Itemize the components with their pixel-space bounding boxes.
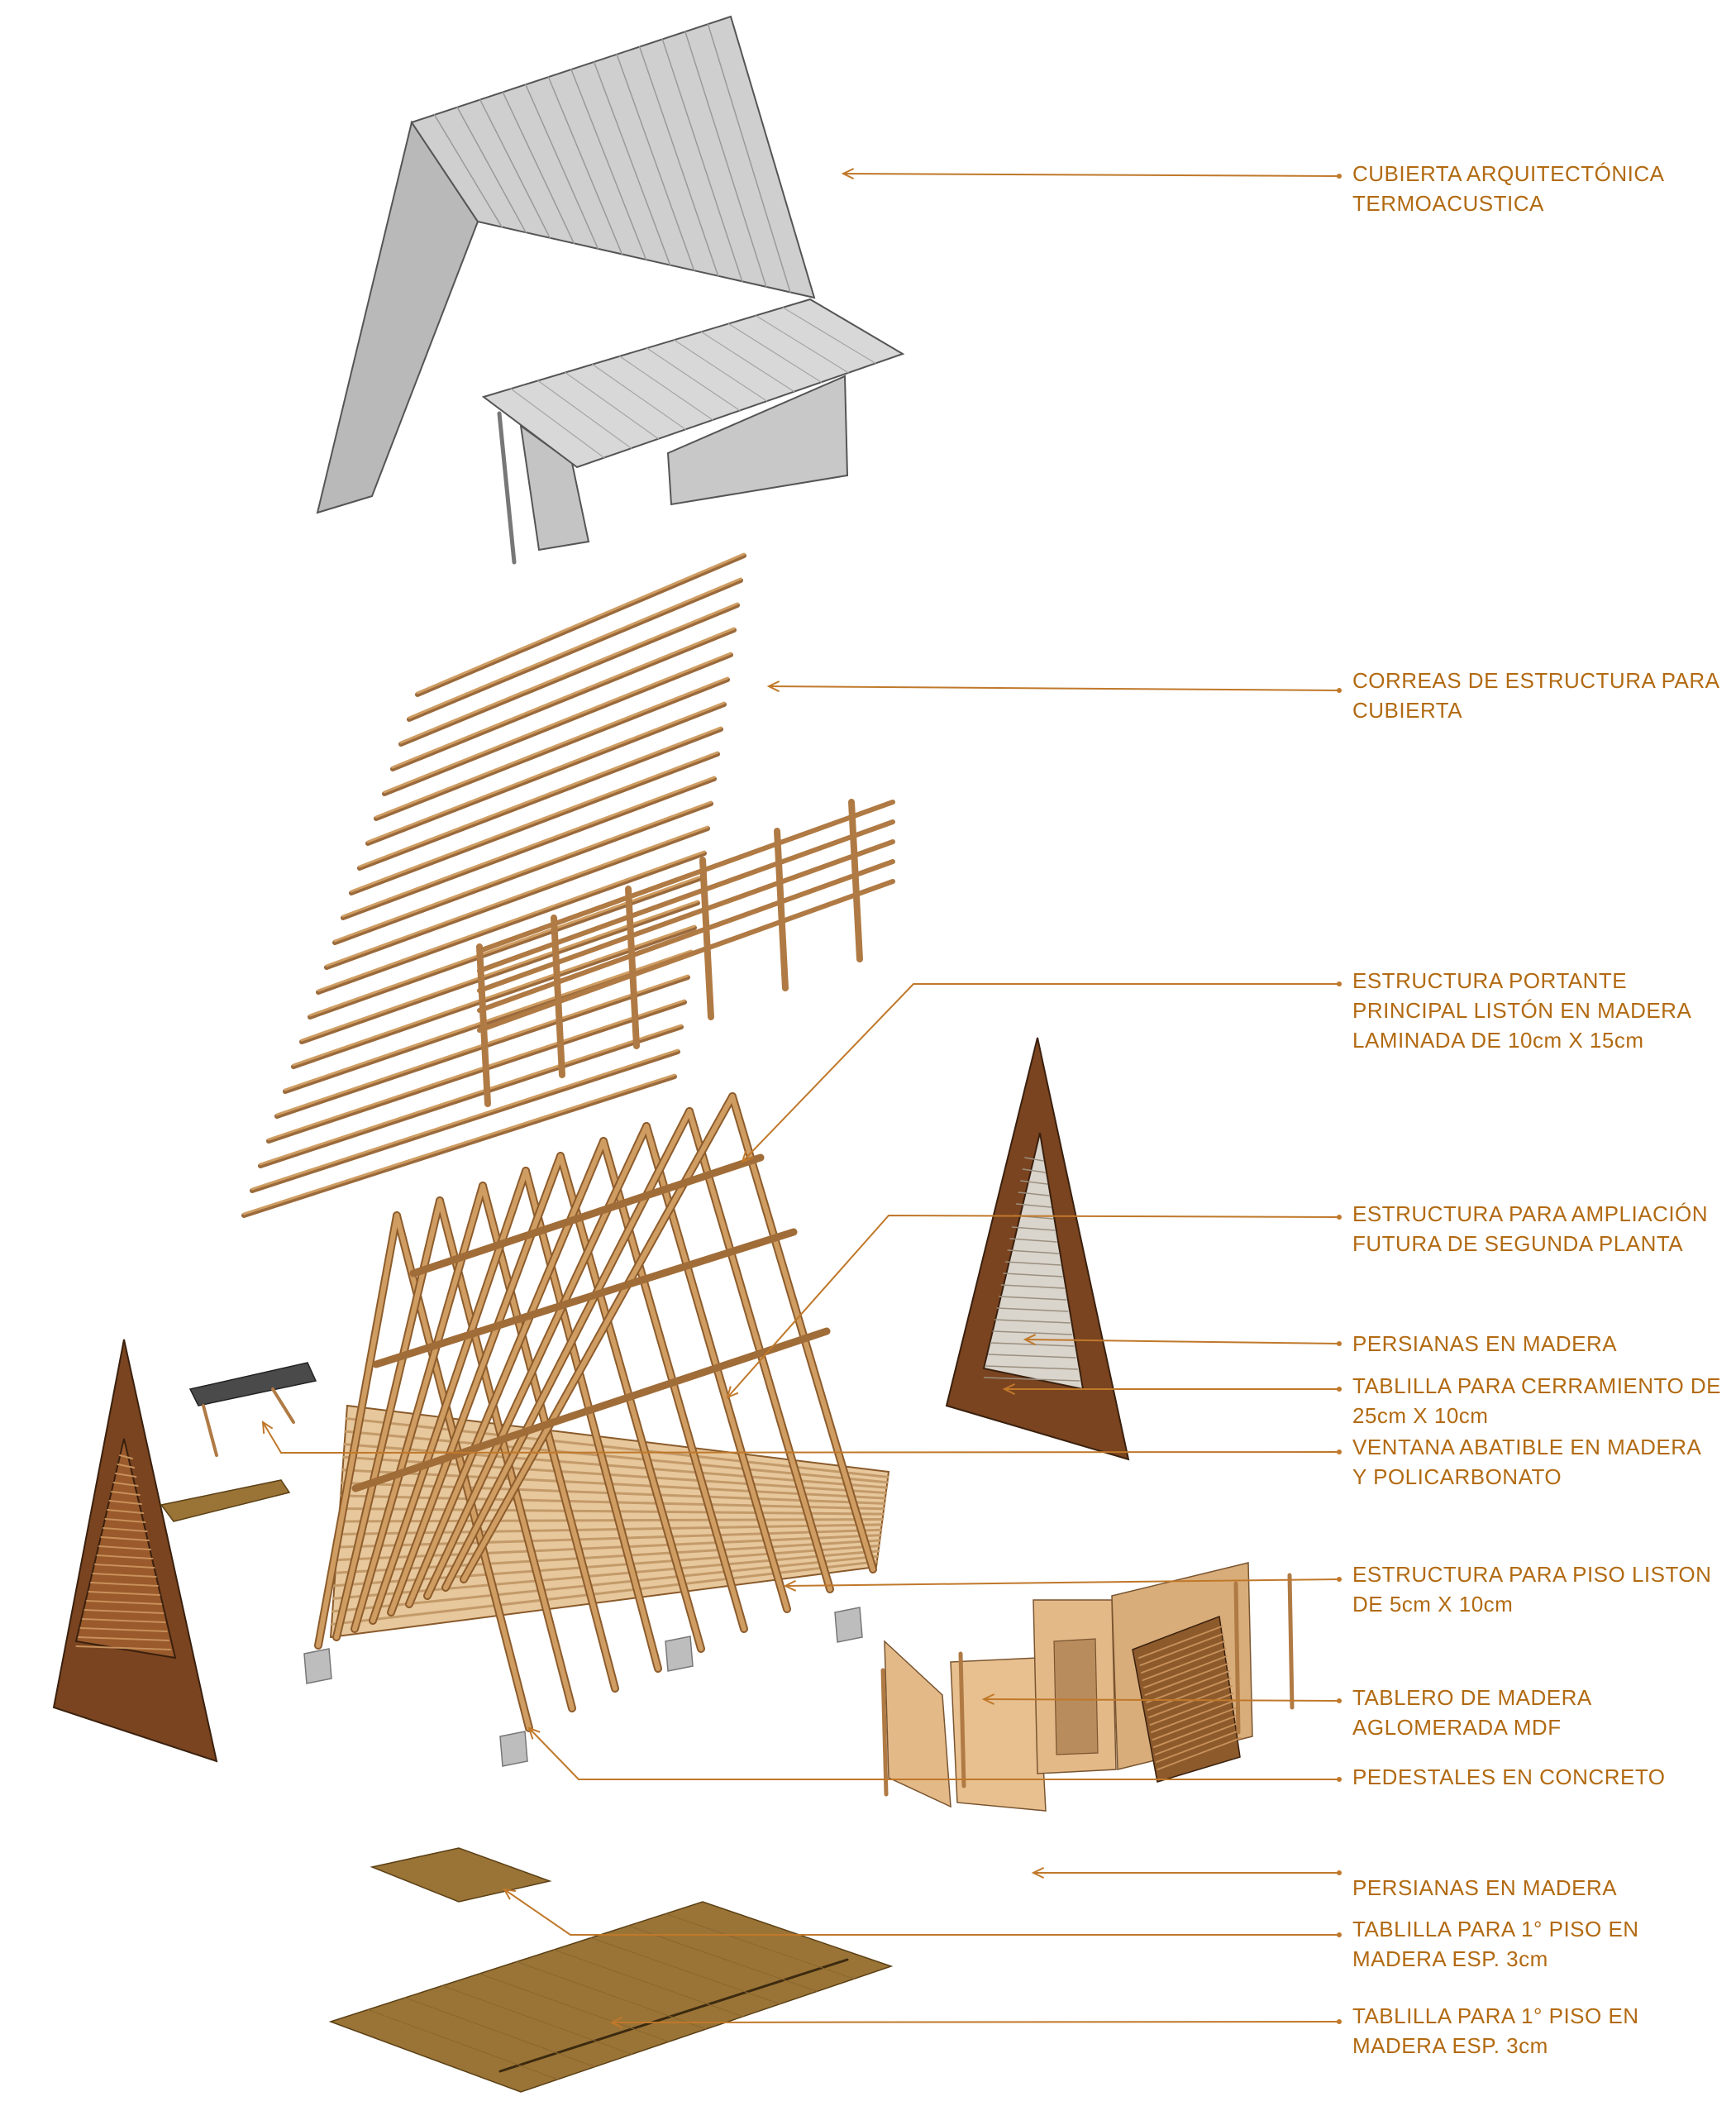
window-strut [273,1389,293,1422]
roof-purlin-highlight [244,1075,675,1214]
window-top [190,1363,316,1406]
window-bottom [161,1480,289,1521]
porch-post [851,802,860,959]
annotation-line: PEDESTALES EN CONCRETO [1352,1765,1666,1789]
annotation-line: PERSIANAS EN MADERA [1352,1875,1618,1900]
annotation-correas [1352,666,1733,725]
leader-arrowhead [504,1889,516,1899]
annotation-line: CUBIERTA ARQUITECTÓNICA [1352,161,1665,186]
annotation-line: TABLILLA PARA CERRAMIENTO DE [1352,1373,1722,1398]
annotation-line: TERMOACUSTICA [1352,191,1544,216]
roof-support-post [499,413,514,562]
mdf-interior-walls-component [883,1563,1292,1811]
floor-board-large [331,1902,891,2092]
annotation-ampliacion [1352,1199,1733,1258]
roof-right-slope [412,17,814,298]
annotation-line: PRINCIPAL LISTÓN EN MADERA [1352,998,1692,1023]
annotation-line: CUBIERTA [1352,698,1463,723]
concrete-pedestal [665,1636,693,1671]
leader-anchor-dot [1337,1341,1342,1346]
leader-anchor-dot [1337,1387,1342,1392]
hinged-window-component [161,1363,316,1521]
leader-anchor-dot [1337,688,1342,693]
window-strut [203,1406,217,1455]
floor-boards-component [331,1848,891,2092]
leader-line [769,686,1339,690]
mdf-panel [885,1641,951,1807]
gable-panel-right [947,1038,1128,1459]
annotation-ventana [1352,1432,1733,1492]
annotation-line: VENTANA ABATIBLE EN MADERA [1352,1435,1702,1459]
annotation-tablilla-piso-1 [1352,1914,1733,1974]
annotation-line: ESTRUCTURA PARA AMPLIACIÓN [1352,1201,1709,1226]
annotation-line: DE 5cm X 10cm [1352,1592,1514,1617]
annotation-persianas-2 [1352,1873,1733,1903]
annotation-line: MADERA ESP. 3cm [1352,1946,1548,1971]
leader-anchor-dot [1337,1870,1342,1875]
leader-anchor-dot [1337,174,1342,179]
annotation-tablilla-cerramiento [1352,1371,1733,1430]
mdf-panel [951,1658,1046,1811]
leader-anchor-dot [1337,981,1342,986]
leader-arrowhead [263,1422,273,1434]
leader-line [785,1579,1339,1586]
annotation-mdf [1352,1683,1733,1742]
porch-post [777,831,785,988]
a-frame-structure-component [304,1096,889,1766]
annotation-cubierta [1352,159,1733,218]
leader-anchor-dot [1337,1577,1342,1582]
leader-anchor-dot [1337,1215,1342,1220]
annotation-line: ESTRUCTURA PARA PISO LISTON [1352,1562,1712,1587]
annotation-line: TABLILLA PARA 1° PISO EN [1352,1917,1639,1941]
leader-anchor-dot [1337,2019,1342,2024]
annotation-pedestales [1352,1762,1733,1792]
concrete-pedestal [304,1649,331,1683]
annotation-line: PERSIANAS EN MADERA [1352,1331,1618,1356]
annotation-line: TABLILLA PARA 1° PISO EN [1352,2003,1639,2028]
annotation-line: TABLERO DE MADERA [1352,1685,1592,1710]
annotation-line: 25cm X 10cm [1352,1403,1489,1428]
roof-cover-component [317,17,903,562]
concrete-pedestal [500,1731,527,1766]
annotation-line: MADERA ESP. 3cm [1352,2033,1548,2058]
floor-board-small [372,1848,550,1902]
annotation-line: CORREAS DE ESTRUCTURA PARA [1352,668,1720,693]
door-opening [1054,1639,1098,1755]
annotation-persianas-1 [1352,1329,1733,1359]
leader-line [843,174,1339,176]
gable-panel-left [54,1340,217,1761]
concrete-pedestal [835,1607,862,1642]
annotation-line: ESTRUCTURA PORTANTE [1352,968,1628,993]
leader-anchor-dot [1337,1777,1342,1782]
annotation-piso [1352,1559,1733,1619]
roof-purlins-component [244,554,893,1215]
wall-post [1236,1583,1238,1732]
leader-anchor-dot [1337,1449,1342,1454]
annotation-line: LAMINADA DE 10cm X 15cm [1352,1028,1644,1053]
annotation-portante [1352,966,1733,1055]
annotation-line: Y POLICARBONATO [1352,1464,1562,1489]
annotation-tablilla-piso-2 [1352,2001,1733,2061]
porch-post [703,860,711,1017]
leader-anchor-dot [1337,1698,1342,1703]
annotation-line: AGLOMERADA MDF [1352,1715,1562,1740]
annotation-line: FUTURA DE SEGUNDA PLANTA [1352,1231,1684,1256]
leader-anchor-dot [1337,1932,1342,1937]
wall-post [1290,1575,1292,1707]
